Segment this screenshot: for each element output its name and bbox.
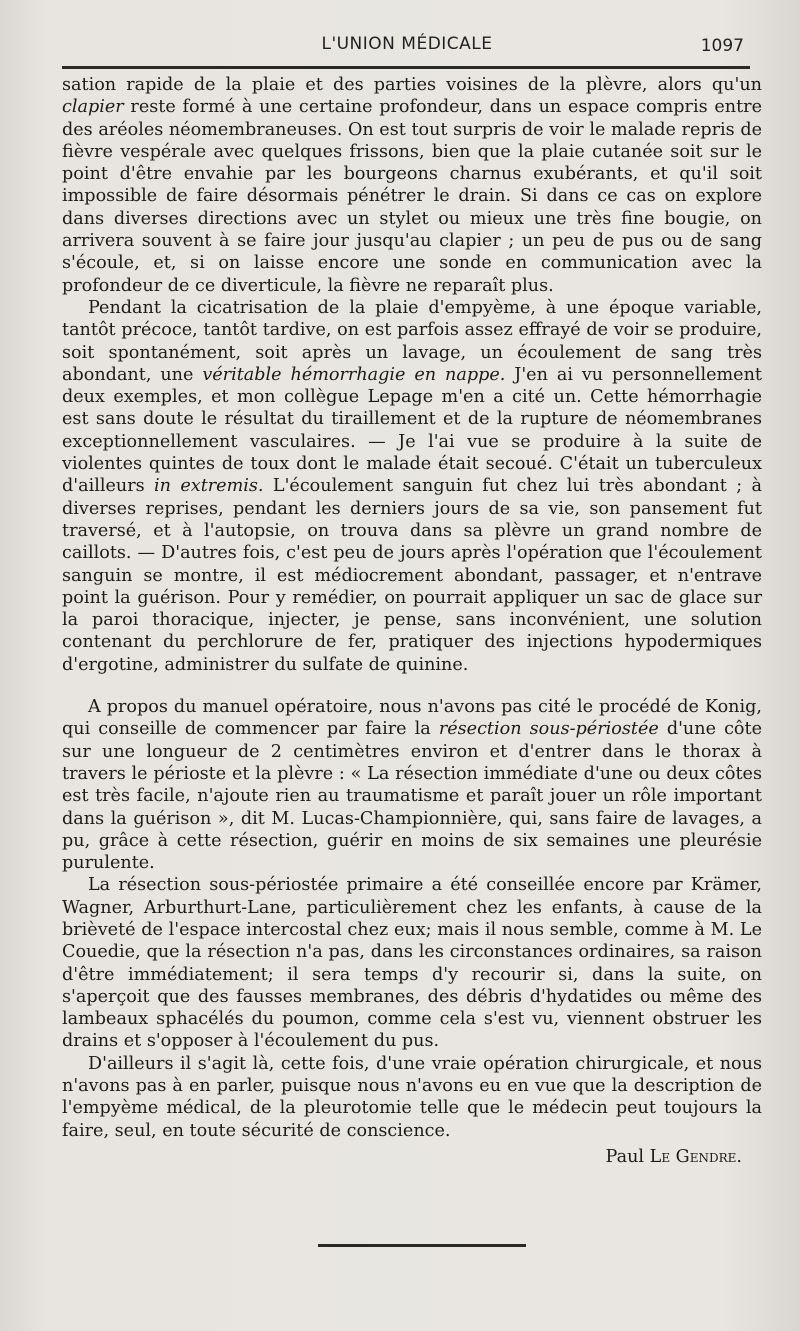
- author-last-name: Le Gendre.: [649, 1146, 742, 1167]
- article-body: [62, 74, 762, 1168]
- italic-term: clapier: [62, 97, 124, 118]
- text-run: A propos du manuel opératoire, nous n'avons pas cité le procédé de Konig, qui conseille de commencer par faire la: [62, 697, 762, 740]
- text-run: sation rapide de la plaie et des parties voisines de la plèvre, alors qu'un: [62, 75, 762, 95]
- paragraph-4: La résection sous-périostée primaire a été conseillée encore par Krämer, Wagner, Arburthurt-Lane, particulièrement chez les enfants, à cause de la brièveté de l'espace intercostal chez eux; mais il nous semble, comme à M. Le Couedie, que la résection n'a pas, dans les circonstances ordinaires, sa raison d'être immédiatement; il sera temps d'y recourir si, dans la suite, on s'aperçoit que des fausses membranes, des débris d'hydatides ou même des lambeaux sphacélés du poumon, comme cela s'est vu, viennent obstruer les drains et s'opposer à l'écoulement du pus.: [62, 875, 762, 1052]
- italic-term: in extremis.: [154, 476, 264, 497]
- text-run: d'une côte sur une longueur de 2 centimètres environ et d'entrer dans le thorax à travers le périoste et la plèvre : « La résection immédiate d'une ou deux côtes est très facile, n'ajoute rien au traumatisme et paraît jouer un rôle important dans la guérison », dit M. Lucas-Championnière, qui, sans faire de lavages, a pu, grâce à cette résection, guérir en moins de six semaines une pleurésie purulente.: [62, 719, 762, 874]
- italic-term: véritable hémorrhagie en nappe.: [202, 364, 506, 385]
- paragraph-3: [62, 696, 762, 874]
- page-header: [62, 30, 752, 64]
- paragraph-2: [62, 297, 762, 676]
- author-signature: [62, 1146, 762, 1168]
- page-number: 1097: [700, 36, 744, 56]
- text-run: Pendant la cicatrisation de la plaie d'empyème, à une époque variable, tantôt précoce, tantôt tardive, on est parfois assez effrayé de voir se produire, soit spontanément, soit après un lavage, un écoulement de sang très abondant, une: [62, 297, 762, 385]
- header-rule: [62, 66, 750, 69]
- text-run: J'en ai vu personnellement deux exemples, et mon collègue Lepage m'en a cité un. Cette hémorrhagie est sans doute le résultat du tiraillement et de la rupture de néomembranes exceptionnellement vasculaires. — Je l'ai vue se produire à la suite de violentes quintes de toux dont le malade était secoué. C'était un tuberculeux d'ailleurs: [62, 364, 762, 497]
- italic-term: résection sous-périostée: [438, 719, 659, 740]
- paragraph-5: D'ailleurs il s'agit là, cette fois, d'une vraie opération chirurgicale, et nous n'avons pas à en parler, puisque nous n'avons eu en vue que la description de l'empyème médical, de la pleurotomie telle que le médecin peut toujours la faire, seul, en toute sécurité de conscience.: [62, 1053, 762, 1141]
- section-gap: [62, 676, 762, 696]
- end-rule: [318, 1244, 526, 1247]
- paragraph-1: [62, 74, 762, 297]
- author-first-name: Paul: [605, 1146, 645, 1167]
- text-run: L'écoulement sanguin fut chez lui très abondant ; à diverses reprises, pendant les derniers jours de sa vie, son pansement fut traversé, et à l'autopsie, on trouva dans sa plèvre un grand nombre de caillots. — D'autres fois, c'est peu de jours après l'opération que l'écoulement sanguin se montre, il est médiocrement abondant, passager, et n'entrave point la guérison. Pour y remédier, on pourrait appliquer un sac de glace sur la paroi thoracique, injecter, je pense, sans inconvénient, une solution contenant du perchlorure de fer, pratiquer des injections hypodermiques d'ergotine, administrer du sulfate de quinine.: [62, 476, 762, 675]
- running-title: L'UNION MÉDICALE: [321, 34, 493, 54]
- text-run: reste formé à une certaine profondeur, dans un espace compris entre des aréoles néomembraneuses. On est tout surpris de voir le malade repris de fièvre vespérale avec quelques frissons, bien que la plaie cutanée soit sur le point d'être envahie par les bourgeons charnus exubérants, et qu'il soit impossible de faire désormais pénétrer le drain. Si dans ce cas on explore dans diverses directions avec un stylet ou mieux une très fine bougie, on arrivera souvent à se faire jour jusqu'au clapier ; un peu de pus ou de sang s'écoule, et, si on laisse encore une sonde en communication avec la profondeur de ce diverticule, la fièvre ne reparaît plus.: [62, 97, 762, 296]
